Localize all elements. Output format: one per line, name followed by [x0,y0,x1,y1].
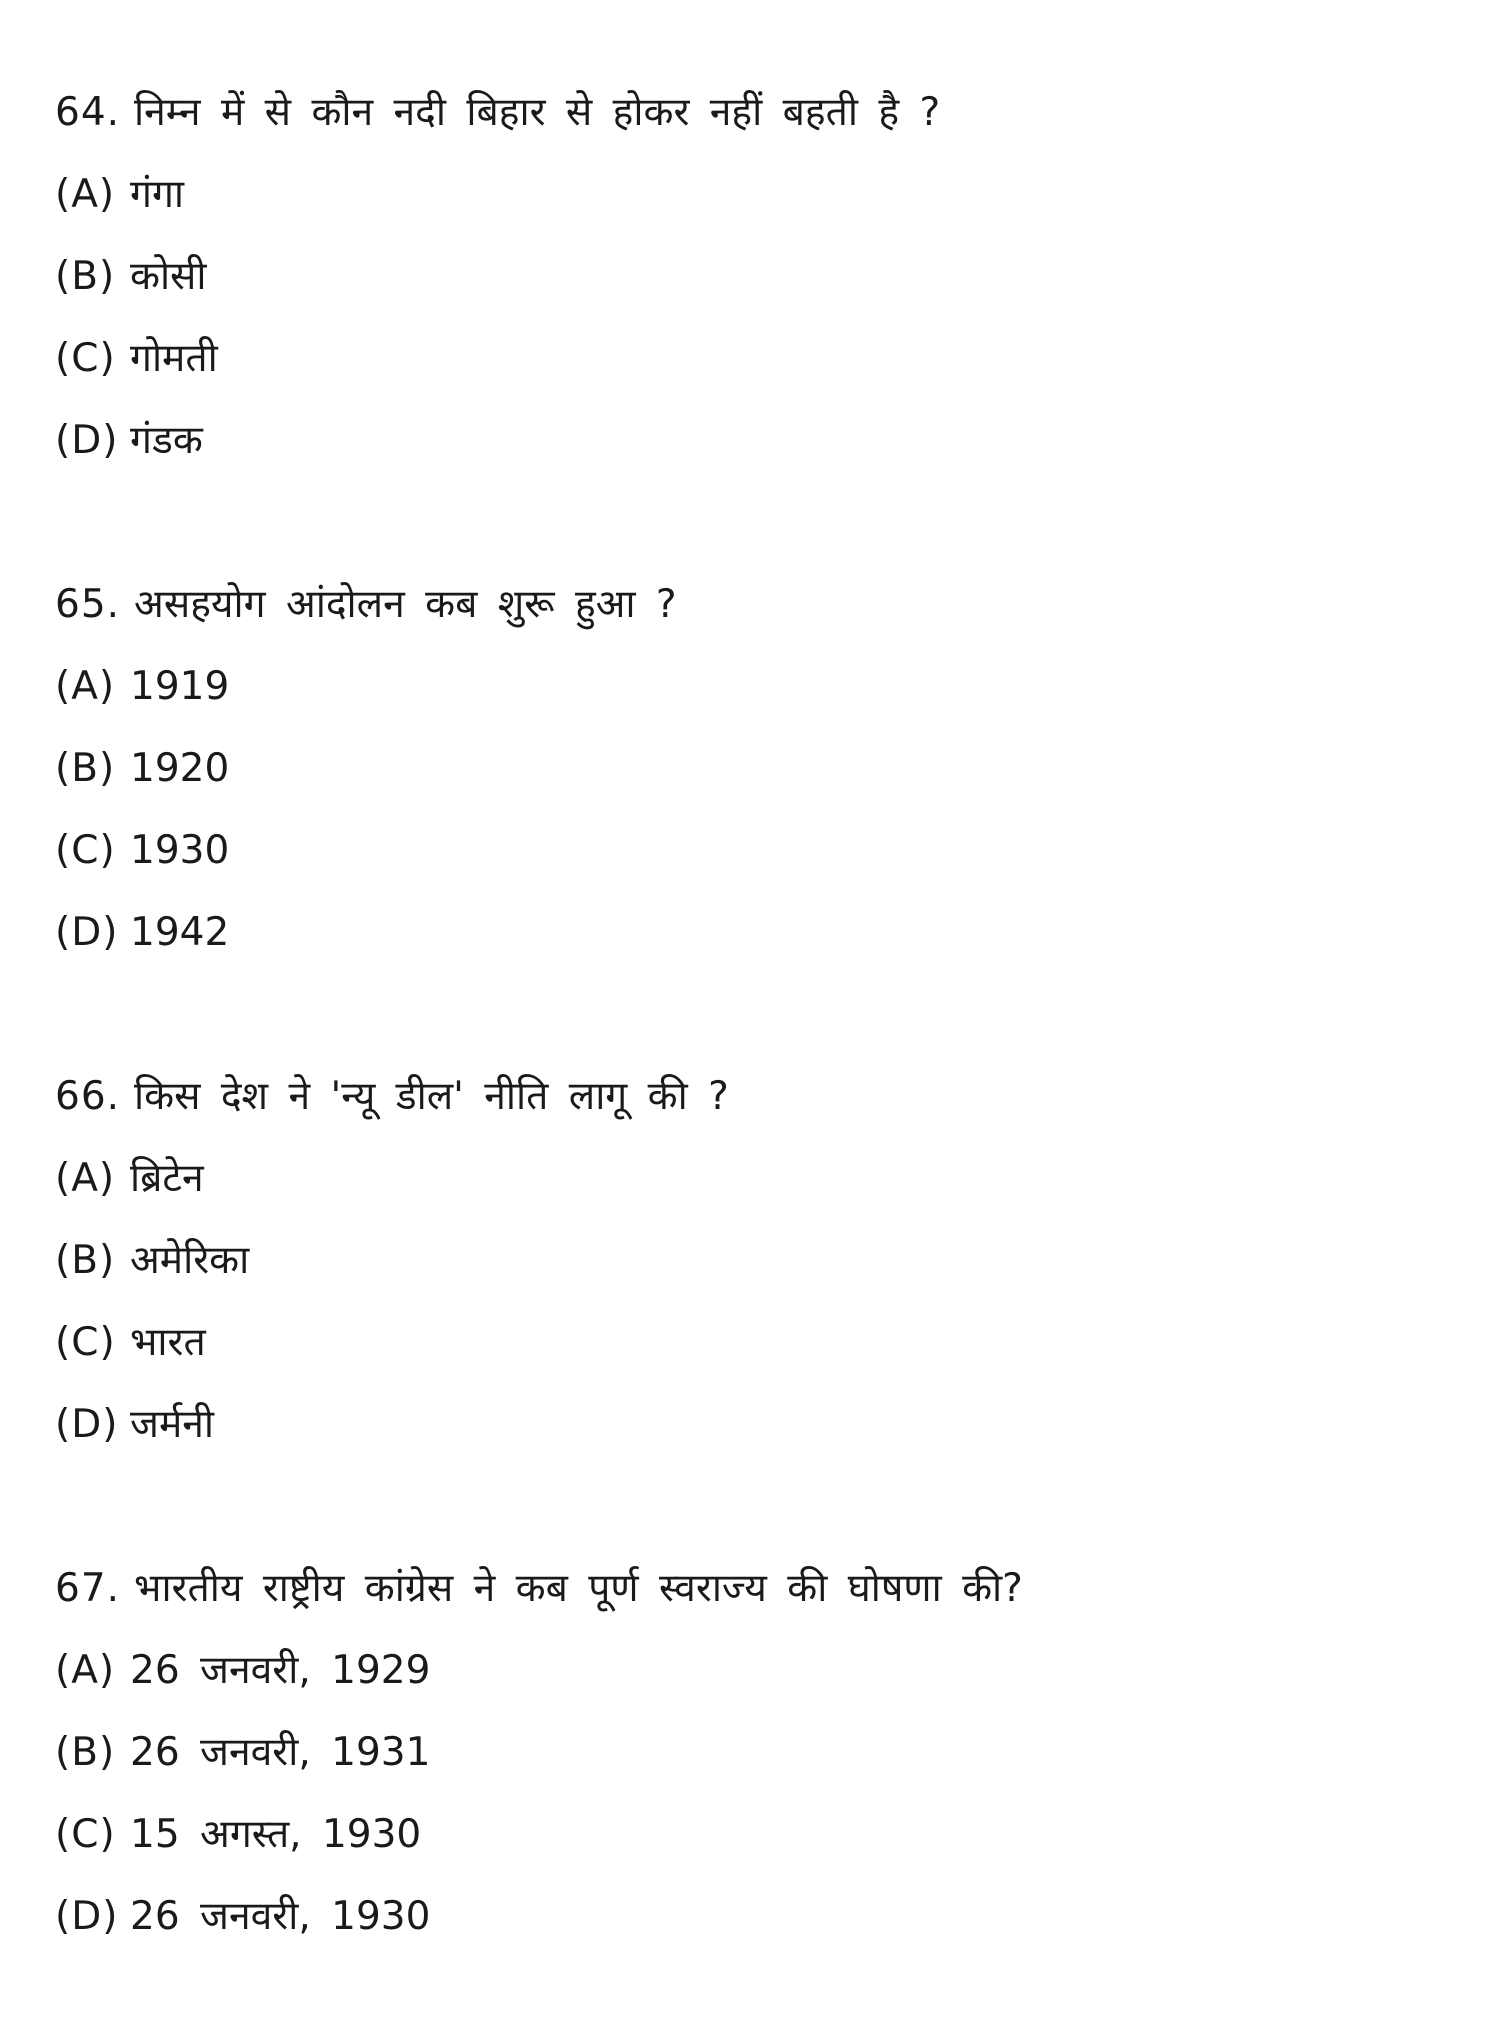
option-d [55,892,1455,974]
option-label: (B) [55,1238,116,1283]
option-label: (D) [55,418,119,463]
question-text-row [55,1548,1455,1630]
option-c [55,1302,1455,1384]
question-text-row [55,1056,1455,1138]
option-text: 15 अगस्त, 1930 [130,1812,422,1857]
option-text: गोमती [130,336,218,381]
option-label: (C) [55,1320,116,1365]
option-text: 26 जनवरी, 1930 [130,1894,431,1939]
question-text: निम्न में से कौन नदी बिहार से होकर नहीं बहती है ? [134,90,941,135]
option-a [55,154,1455,236]
option-text: 1920 [130,746,230,791]
option-label: (D) [55,1894,119,1939]
question-text: भारतीय राष्ट्रीय कांग्रेस ने कब पूर्ण स्वराज्य की घोषणा की? [134,1566,1023,1611]
option-text: 26 जनवरी, 1931 [130,1730,431,1775]
option-b [55,1220,1455,1302]
option-text: 1942 [130,910,230,955]
option-b [55,236,1455,318]
option-label: (C) [55,1812,116,1857]
option-text: जर्मनी [130,1402,215,1447]
option-label: (B) [55,254,116,299]
option-label: (B) [55,746,116,791]
option-label: (B) [55,1730,116,1775]
question-text-row [55,564,1455,646]
option-label: (D) [55,910,119,955]
option-d [55,1876,1455,1958]
option-label: (A) [55,1156,116,1201]
option-label: (A) [55,664,116,709]
question-text-row [55,72,1455,154]
question-number: 64. [55,90,121,135]
question-67 [55,1548,1455,1958]
option-b [55,728,1455,810]
option-c [55,318,1455,400]
option-label: (A) [55,172,116,217]
option-a [55,1630,1455,1712]
option-label: (A) [55,1648,116,1693]
option-label: (C) [55,828,116,873]
question-text: किस देश ने 'न्यू डील' नीति लागू की ? [134,1074,729,1119]
option-text: भारत [130,1320,206,1365]
question-64 [55,72,1455,482]
option-d [55,400,1455,482]
option-text: 1930 [130,828,230,873]
option-text: 1919 [130,664,230,709]
question-66 [55,1056,1455,1466]
option-text: गंगा [130,172,185,217]
option-label: (C) [55,336,116,381]
option-text: 26 जनवरी, 1929 [130,1648,431,1693]
option-b [55,1712,1455,1794]
question-number: 65. [55,582,121,627]
option-text: गंडक [130,418,203,463]
option-a [55,1138,1455,1220]
question-65 [55,564,1455,974]
option-label: (D) [55,1402,119,1447]
option-text: कोसी [130,254,207,299]
option-d [55,1384,1455,1466]
option-a [55,646,1455,728]
option-text: ब्रिटेन [130,1156,204,1201]
question-number: 67. [55,1566,121,1611]
question-sheet [55,72,1455,1958]
option-c [55,810,1455,892]
option-text: अमेरिका [130,1238,250,1283]
option-c [55,1794,1455,1876]
question-text: असहयोग आंदोलन कब शुरू हुआ ? [134,582,677,627]
question-number: 66. [55,1074,121,1119]
